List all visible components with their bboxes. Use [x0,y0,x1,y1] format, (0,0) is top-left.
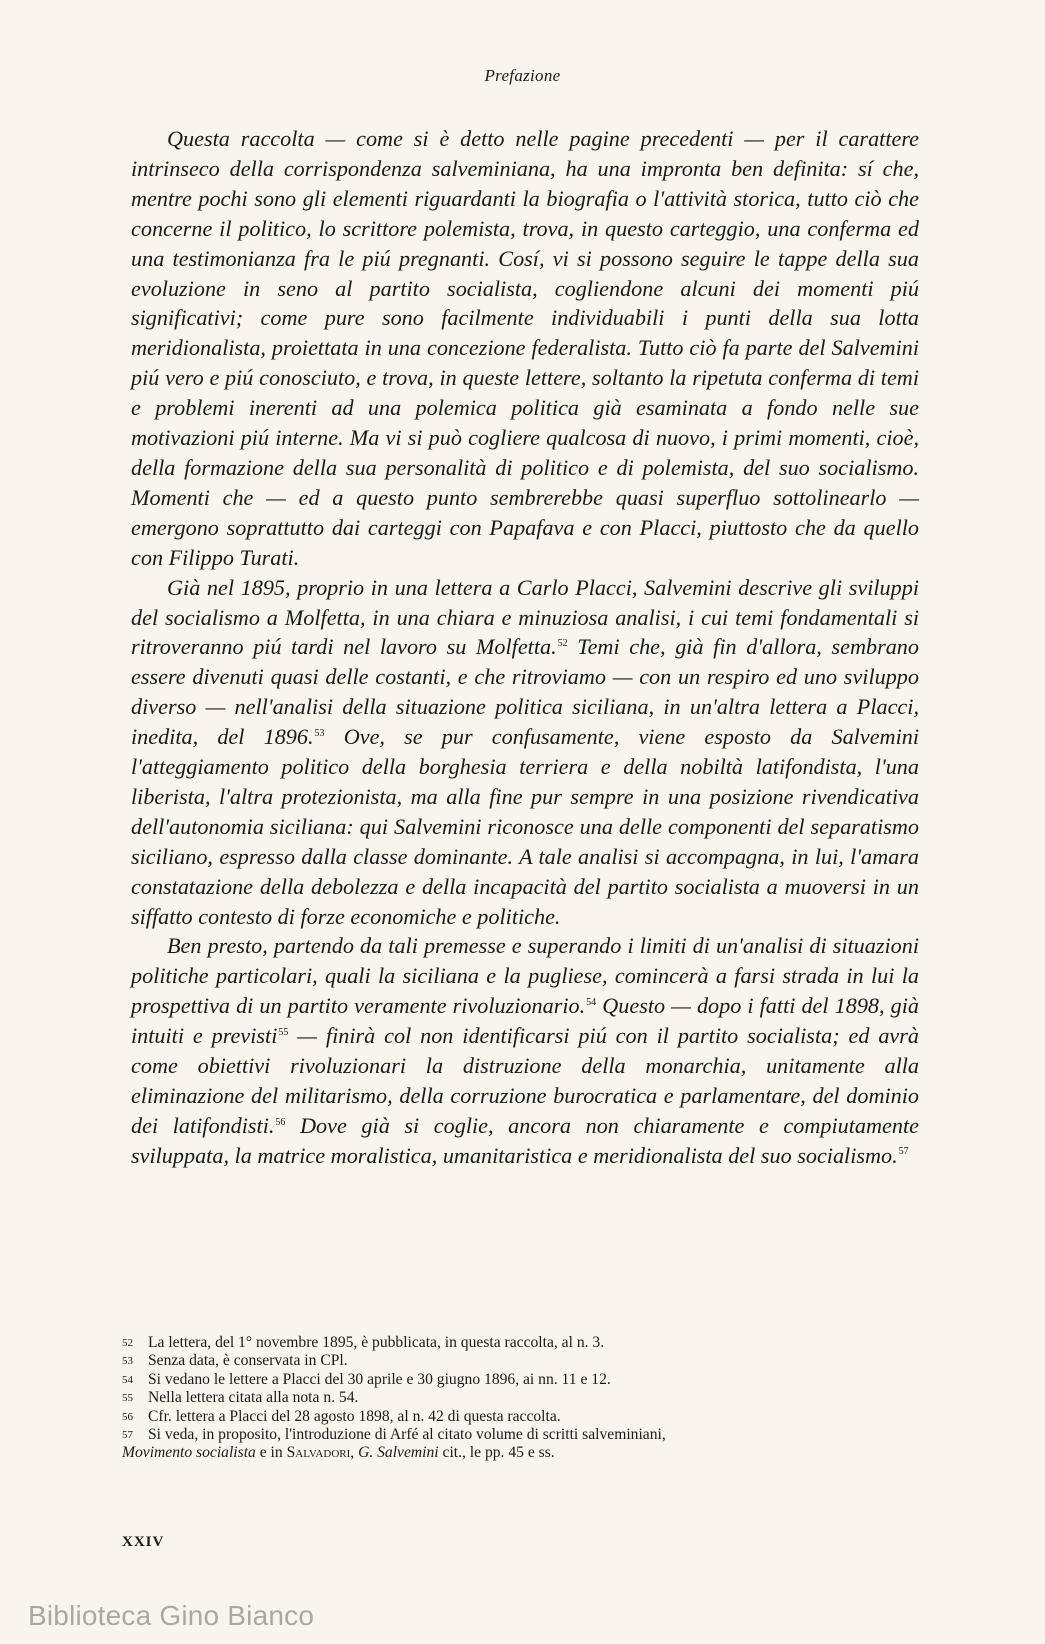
footnote-ref-52: 52 [557,638,568,650]
footnote-number: 53 [122,1355,133,1368]
paragraph-3-text-c: — finirà col non identificarsi piú con il partito socialista; ed avrà come obiettivi rivoluzionari la distruzione della monarchia, unitamente alla eliminazione del militarismo, della corruzione burocratica e parlamentare, del dominio dei latifondisti. [131,1023,919,1138]
footnote-text [148,1426,920,1444]
footnote-number: 56 [122,1410,133,1423]
footnote-text: Si vedano le lettere a Placci del 30 aprile e 30 giugno 1896, ai nn. 11 e 12. [148,1370,611,1388]
footnote-text: La lettera, del 1° novembre 1895, è pubblicata, in questa raccolta, al n. 3. [148,1334,605,1351]
body-text [131,124,919,1171]
footnote-number: 57 [122,1429,133,1442]
footnote [122,1371,920,1389]
footnote [122,1408,920,1426]
paragraph-3-text-d: Dove già si coglie, ancora non chiaramente e compiutamente sviluppata, la matrice moralistica, umanitaristica e meridionalista del suo socialismo. [131,1112,919,1168]
footnote-text: Nella lettera citata alla nota n. 54. [148,1389,359,1407]
paragraph-2-text-b: Temi che, già fin d'allora, sembrano essere divenuti quasi delle costanti, e che ritroviamo — con un respiro ed uno sviluppo diverso — nell'analisi della situazione politica siciliana, in un'altra lettera a Placci, inedita, del 1896. [131,634,919,750]
footnote [122,1352,920,1370]
paragraph-1-text: Questa raccolta — come si è detto nelle pagine precedenti — per il carattere intrinseco della corrispondenza salveminiana, ha una impronta ben definita: sí che, mentre pochi sono gli elementi riguardanti la biografia o l'attività storica, tutto ciò che concerne il politico, lo scrittore polemista, trova, in questo carteggio, una conferma ed una testimonianza fra le piú pregnanti. Cosí, vi si possono seguire le tappe della sua evoluzione in seno al partito socialista, cogliendone alcuni dei momenti piú significativi; come pure sono facilmente individuabili i punti della sua lotta meridionalista, proiettata in una concezione federalista. Tutto ciò fa parte del Salvemini piú vero e piú conosciuto, e trova, in queste lettere, soltanto la ripetuta conferma di temi e problemi inerenti ad una polemica politica già esaminata a fondo nelle sue motivazioni piú interne. Ma vi si può cogliere qualcosa di nuovo, i primi momenti, cioè, della formazione della sua personalità di politico e di polemista, del suo socialismo. Momenti che — ed a questo punto sembrerebbe quasi superfluo sottolinearlo — emergono soprattutto dai carteggi con Papafava e con Placci, piuttosto che da quello con Filippo Turati. [131,126,919,570]
footnote [122,1426,920,1444]
footnote-ref-57: 57 [898,1146,909,1158]
footnote-ref-54: 54 [586,996,597,1008]
footnote-title-2: G. Salvemini [358,1444,439,1462]
footnote-number: 52 [122,1337,133,1349]
footnote-author: Salvadori [286,1444,351,1462]
library-watermark: Biblioteca Gino Bianco [28,1600,315,1631]
page-number: XXIV [122,1534,165,1550]
paragraph-3-text-a: Ben presto, partendo da tali premesse e superando i limiti di un'analisi di situazioni politiche particolari, quali la siciliana e la pugliese, comincerà a farsi strada in lui la prospettiva di un partito veramente rivoluzionario. [131,933,919,1019]
paragraph-1 [131,124,919,573]
footnote-text: Senza data, è conservata in CPl. [148,1352,348,1370]
paragraph-2 [131,573,919,932]
footnote-number: 55 [122,1392,133,1405]
footnote-text-a: Si veda, in proposito, l'introduzione di Arfé al citato volume di scritti salveminiani, [148,1426,666,1444]
footnote-text-b: e in [255,1444,287,1462]
footnote-text-c: , [350,1444,359,1462]
footnote-continuation [122,1444,920,1461]
footnote-ref-56: 56 [275,1116,286,1128]
footnote-text-d: cit., le pp. 45 e ss. [438,1444,555,1462]
paragraph-2-text-c: Ove, se pur confusamente, viene esposto da Salvemini l'atteggiamento politico della borghesia terriera e della nobiltà latifondista, l'una liberista, l'altra protezionista, ma alla fine pur sempre in una posizione rivendicativa dell'autonomia siciliana: qui Salvemini riconosce una delle componenti del separatismo siciliano, espresso dalla classe dominante. A tale analisi si accompagna, in lui, l'amara constatazione della debolezza e della incapacità del partito socialista a muoversi in un siffatto contesto di forze economiche e politiche. [131,724,919,929]
footnote-number: 54 [122,1373,133,1386]
footnote-ref-53: 53 [314,727,325,739]
footnote [122,1334,920,1352]
paragraph-3 [131,931,919,1170]
paragraph-3-text-b: Questo — dopo i fatti del 1898, già intuiti e previsti [131,993,919,1049]
running-header: Prefazione [484,66,561,85]
paragraph-2-text-a: Già nel 1895, proprio in una lettera a Carlo Placci, Salvemini descrive gli sviluppi del socialismo a Molfetta, in una chiara e minuziosa analisi, i cui temi fondamentali si ritroveranno piú tardi nel lavoro su Molfetta. [131,574,919,660]
footnotes [122,1334,920,1462]
footnote-text: Cfr. lettera a Placci del 28 agosto 1898, al n. 42 di questa raccolta. [148,1407,561,1425]
footnote-ref-55: 55 [278,1026,289,1038]
footnote [122,1389,920,1407]
footnote-title-1: Movimento socialista [122,1444,256,1462]
